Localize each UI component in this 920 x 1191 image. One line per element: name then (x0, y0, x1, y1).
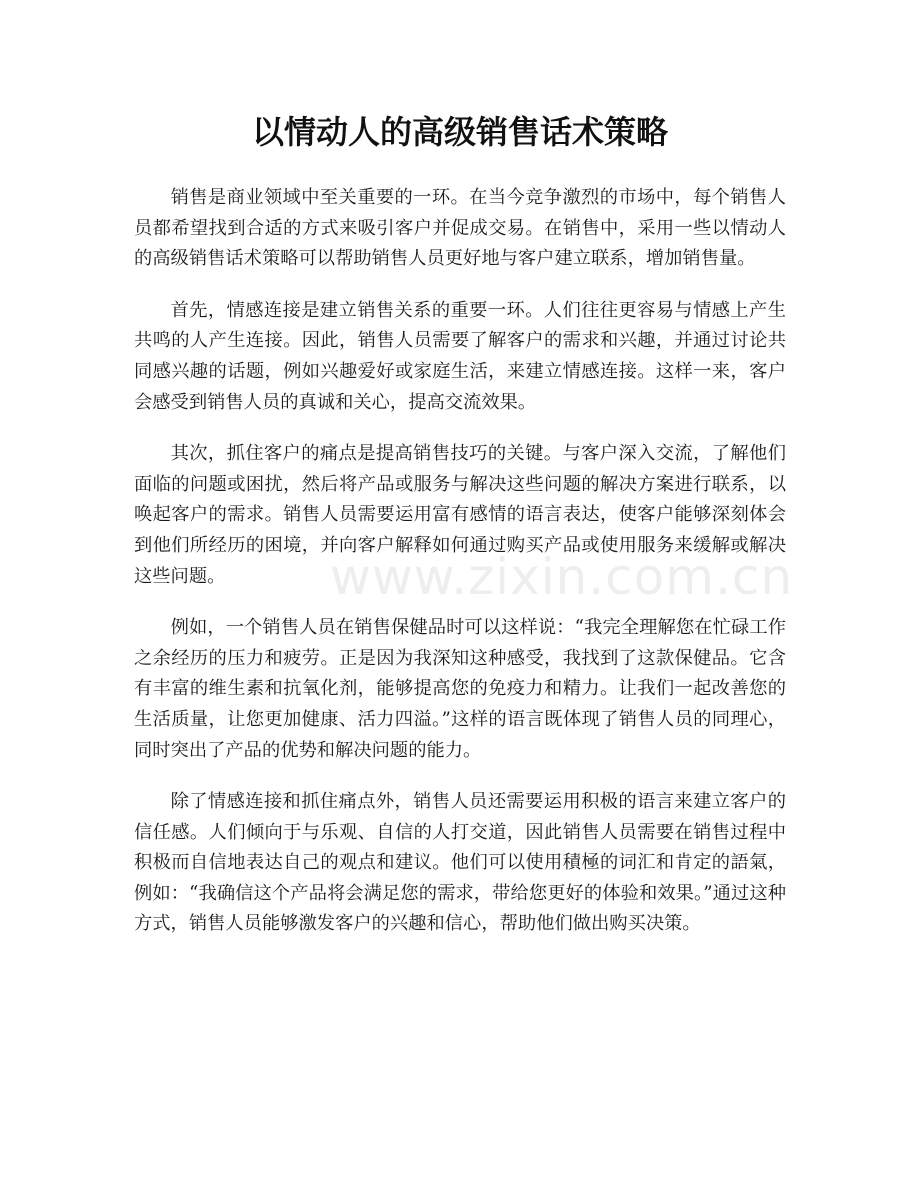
paragraph-trust: 除了情感连接和抓住痛点外，销售人员还需要运用积极的语言来建立客户的信任感。人们倾向于与乐观、自信的人打交道，因此销售人员需要在销售过程中积极而自信地表达自己的观点和建议。他们可以使用積極的词汇和肯定的語氣，例如：“我确信这个产品将会满足您的需求，带给您更好的体验和效果。”通过这种方式，销售人员能够激发客户的兴趣和信心，帮助他们做出购买决策。 (134, 791, 786, 935)
paragraph-intro: 销售是商业领域中至关重要的一环。在当今竞争激烈的市场中，每个销售人员都希望找到合适的方式来吸引客户并促成交易。在销售中，采用一些以情动人的高级销售话术策略可以帮助销售人员更好地与客户建立联系，增加销售量。 (134, 187, 786, 270)
watermark: www.zixin.com.cn (330, 548, 794, 606)
paragraph-example: 例如，一个销售人员在销售保健品时可以这样说：“我完全理解您在忙碌工作之余经历的压力和疲劳。正是因为我深知这种感受，我找到了这款保健品。它含有丰富的维生素和抗氧化剂，能够提高您的免疫力和精力。让我们一起改善您的生活质量，让您更加健康、活力四溢。”这样的语言既体现了销售人员的同理心，同时突出了产品的优势和解决问题的能力。 (134, 617, 786, 761)
paragraph-emotional-connection: 首先，情感连接是建立销售关系的重要一环。人们往往更容易与情感上产生共鸣的人产生连接。因此，销售人员需要了解客户的需求和兴趣，并通过讨论共同感兴趣的话题，例如兴趣爱好或家庭生活，来建立情感连接。这样一来，客户会感受到销售人员的真诚和关心，提高交流效果。 (134, 299, 786, 413)
document-body (134, 183, 786, 961)
paragraph-pain-points: 其次，抓住客户的痛点是提高销售技巧的关键。与客户深入交流，了解他们面临的问题或困扰，然后将产品或服务与解决这些问题的解决方案进行联系，以唤起客户的需求。销售人员需要运用富有感情的语言表达，使客户能够深刻体会到他们所经历的困境，并向客户解释如何通过购买产品或使用服务来缓解或解决这些问题。 (134, 443, 786, 587)
page-title: 以情动人的高级销售话术策略 (251, 113, 668, 151)
